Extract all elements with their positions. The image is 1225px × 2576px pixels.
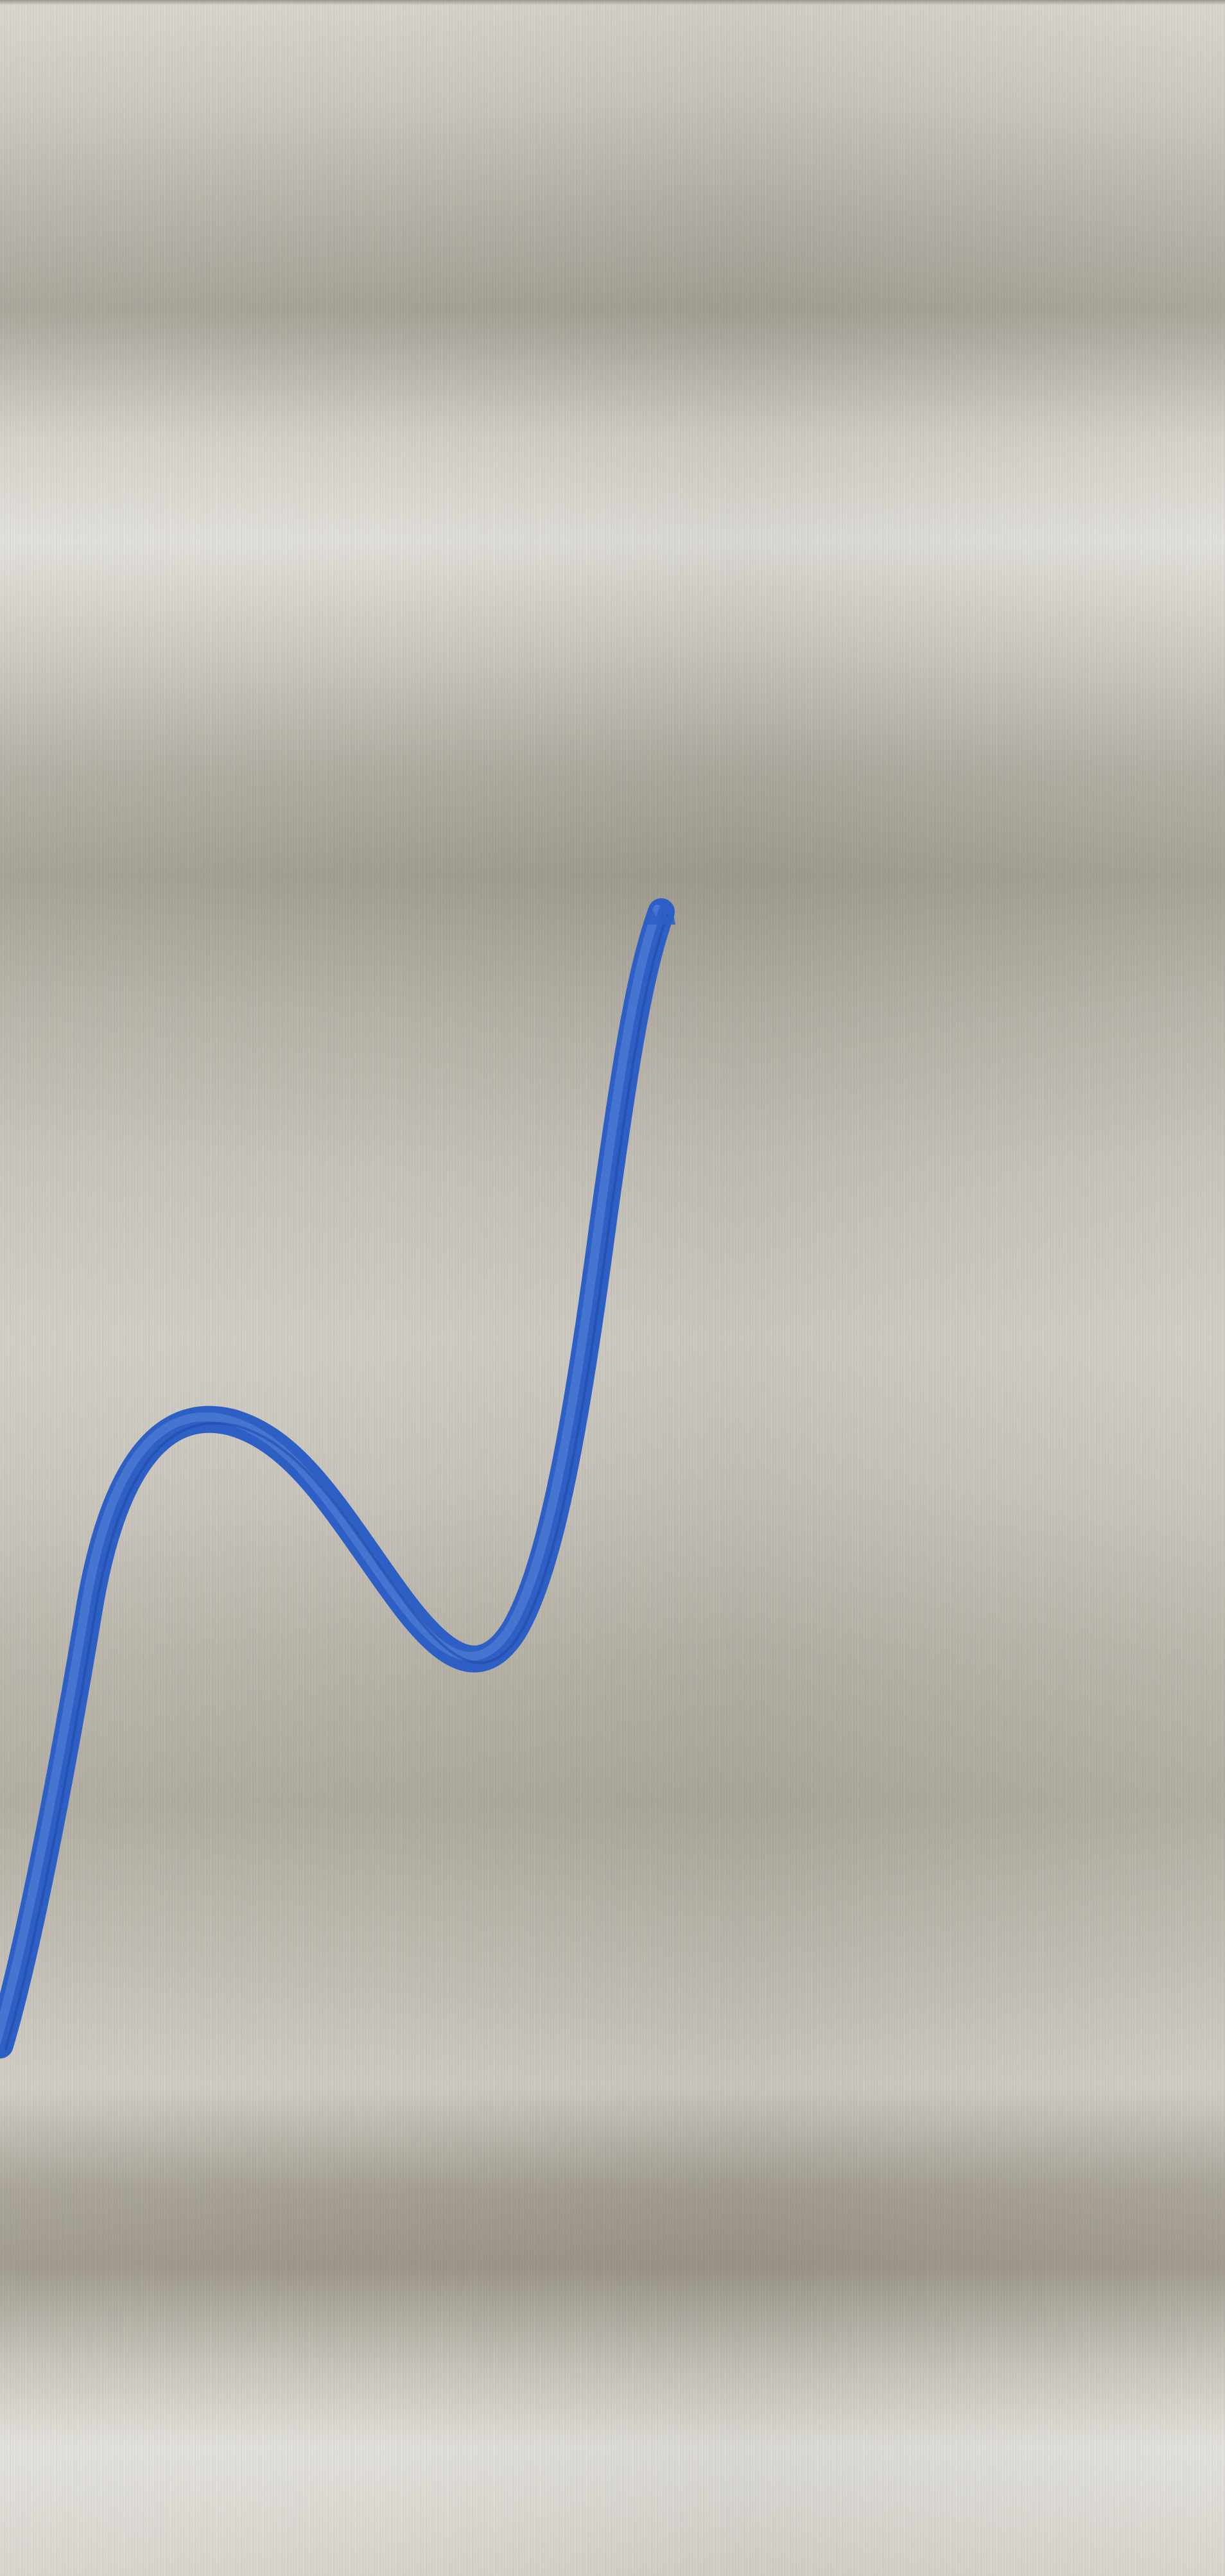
marker-line-bristle	[6, 916, 667, 2049]
marker-line-highlight	[0, 909, 657, 2042]
